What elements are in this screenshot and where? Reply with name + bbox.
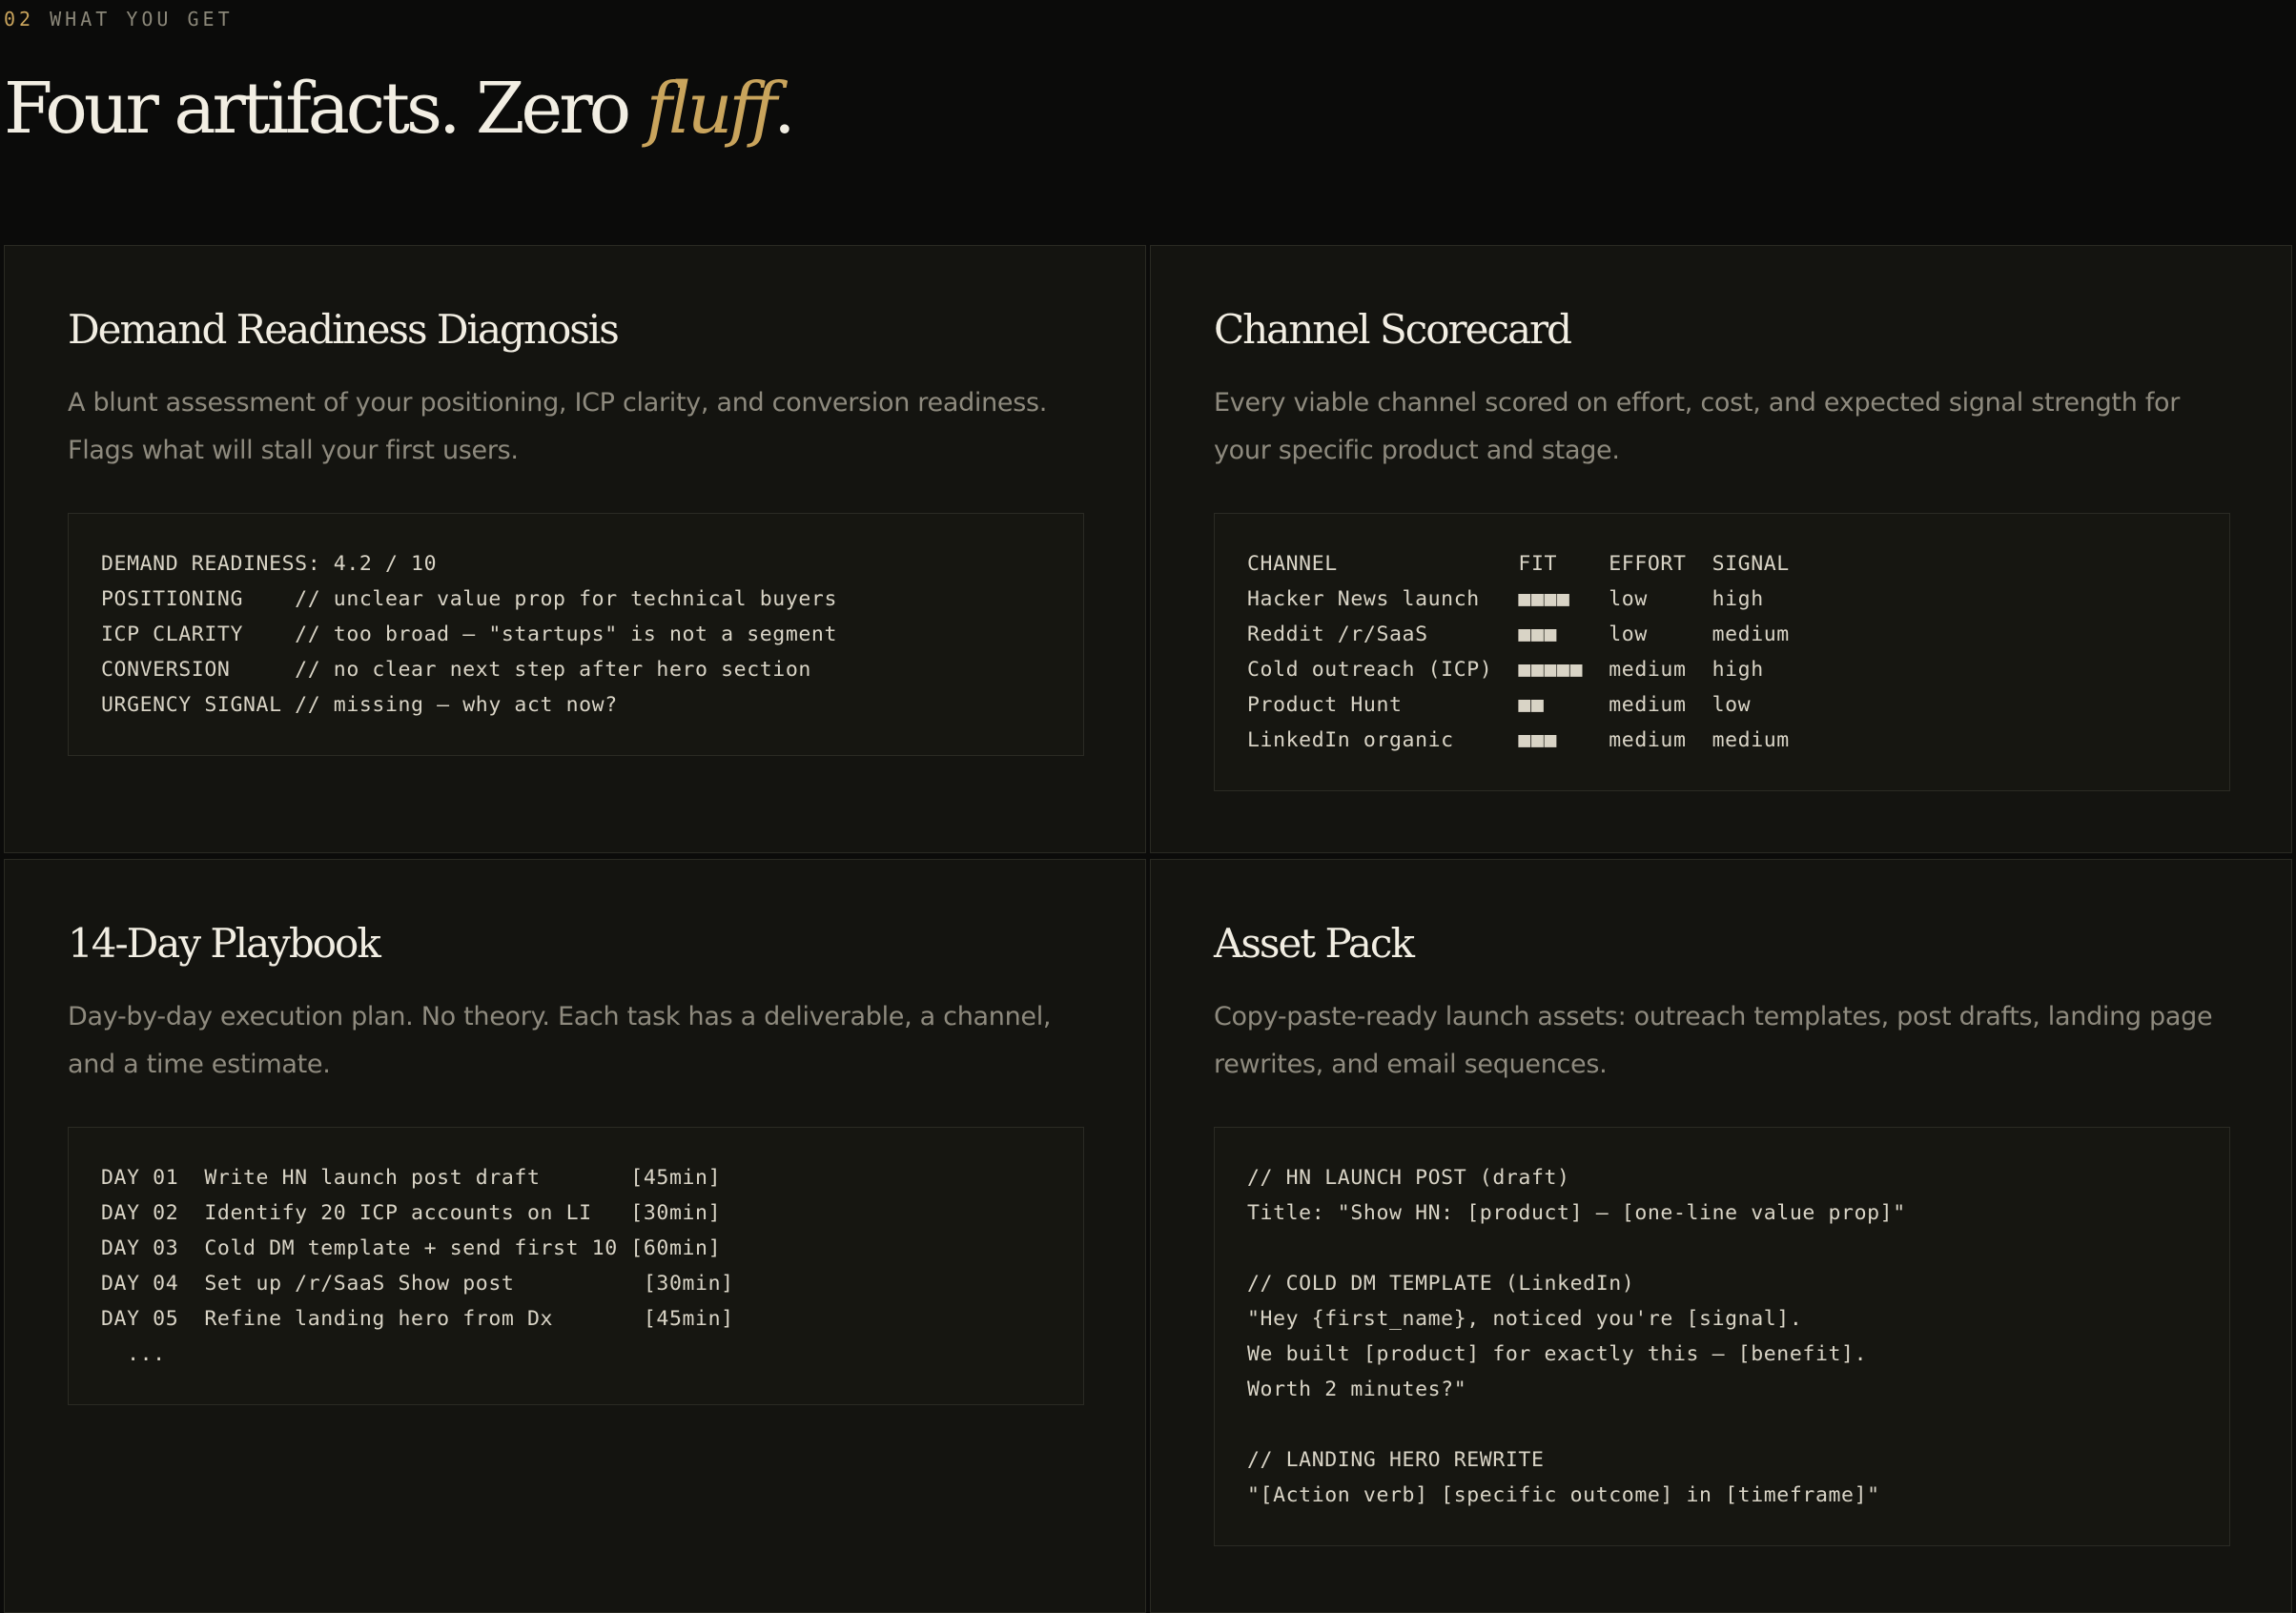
headline-main: Four artifacts. Zero (4, 68, 646, 150)
card-description: A blunt assessment of your positioning, ICP clarity, and conversion readiness. Flags what will stall your first users. (68, 388, 1048, 465)
section-eyebrow (4, 8, 234, 31)
code-line: Reddit /r/SaaS ■■■ low medium (1247, 623, 1790, 646)
code-line: // LANDING HERO REWRITE (1247, 1448, 1545, 1472)
card-title: Demand Readiness Diagnosis (68, 306, 618, 353)
code-line (1247, 1407, 2199, 1442)
card-channel-scorecard (1150, 245, 2292, 853)
code-line: // COLD DM TEMPLATE (LinkedIn) (1247, 1272, 1635, 1296)
section-label: WHAT YOU GET (50, 8, 234, 31)
card-asset-pack (1150, 859, 2292, 1613)
code-line: DAY 02 Identify 20 ICP accounts on LI [30min] (101, 1201, 722, 1225)
section-headline (4, 61, 792, 156)
code-line: Product Hunt ■■ medium low (1247, 693, 1752, 717)
code-line: LinkedIn organic ■■■ medium medium (1247, 728, 1790, 752)
code-line: DAY 03 Cold DM template + send first 10 [60min] (101, 1236, 722, 1260)
code-line: Hacker News launch ■■■■ low high (1247, 587, 1764, 611)
code-line: POSITIONING // unclear value prop for technical buyers (101, 587, 838, 611)
code-line: DAY 04 Set up /r/SaaS Show post [30min] (101, 1272, 734, 1296)
code-block (1214, 1127, 2230, 1546)
code-line: Worth 2 minutes?" (1247, 1378, 1467, 1401)
code-block (68, 513, 1084, 756)
code-line: DAY 01 Write HN launch post draft [45min] (101, 1166, 722, 1190)
code-line: DEMAND READINESS: 4.2 / 10 (101, 552, 438, 576)
code-line: "Hey {first_name}, noticed you're [signal]. (1247, 1307, 1803, 1331)
code-line: ... (101, 1342, 166, 1366)
card-14-day-playbook (4, 859, 1146, 1613)
card-title: 14-Day Playbook (68, 920, 379, 967)
card-description: Copy-paste-ready launch assets: outreach templates, post drafts, landing page rewrites, and email sequences. (1214, 1002, 2213, 1079)
card-demand-readiness (4, 245, 1146, 853)
code-line: ICP CLARITY // too broad — "startups" is not a segment (101, 623, 838, 646)
code-line: "[Action verb] [specific outcome] in [timeframe]" (1247, 1483, 1880, 1507)
code-line (1247, 1231, 2199, 1266)
code-block (1214, 513, 2230, 791)
card-title: Channel Scorecard (1214, 306, 1571, 353)
code-line: CHANNEL FIT EFFORT SIGNAL (1247, 552, 1790, 576)
code-line: // HN LAUNCH POST (draft) (1247, 1166, 1570, 1190)
card-description: Every viable channel scored on effort, cost, and expected signal strength for your specific product and stage. (1214, 388, 2181, 465)
headline-accent: fluff (646, 68, 774, 150)
section-number: 02 (4, 8, 35, 31)
code-line: DAY 05 Refine landing hero from Dx [45min] (101, 1307, 734, 1331)
headline-end: . (773, 68, 792, 150)
code-line: CONVERSION // no clear next step after hero section (101, 658, 811, 682)
card-description: Day-by-day execution plan. No theory. Each task has a deliverable, a channel, and a time estimate. (68, 1002, 1052, 1079)
code-line: Title: "Show HN: [product] — [one-line value prop]" (1247, 1201, 1906, 1225)
code-block (68, 1127, 1084, 1405)
artifact-grid (4, 245, 2292, 1613)
code-line: Cold outreach (ICP) ■■■■■ medium high (1247, 658, 1764, 682)
code-line: We built [product] for exactly this — [benefit]. (1247, 1342, 1868, 1366)
code-line: URGENCY SIGNAL // missing — why act now? (101, 693, 618, 717)
card-title: Asset Pack (1214, 920, 1413, 967)
